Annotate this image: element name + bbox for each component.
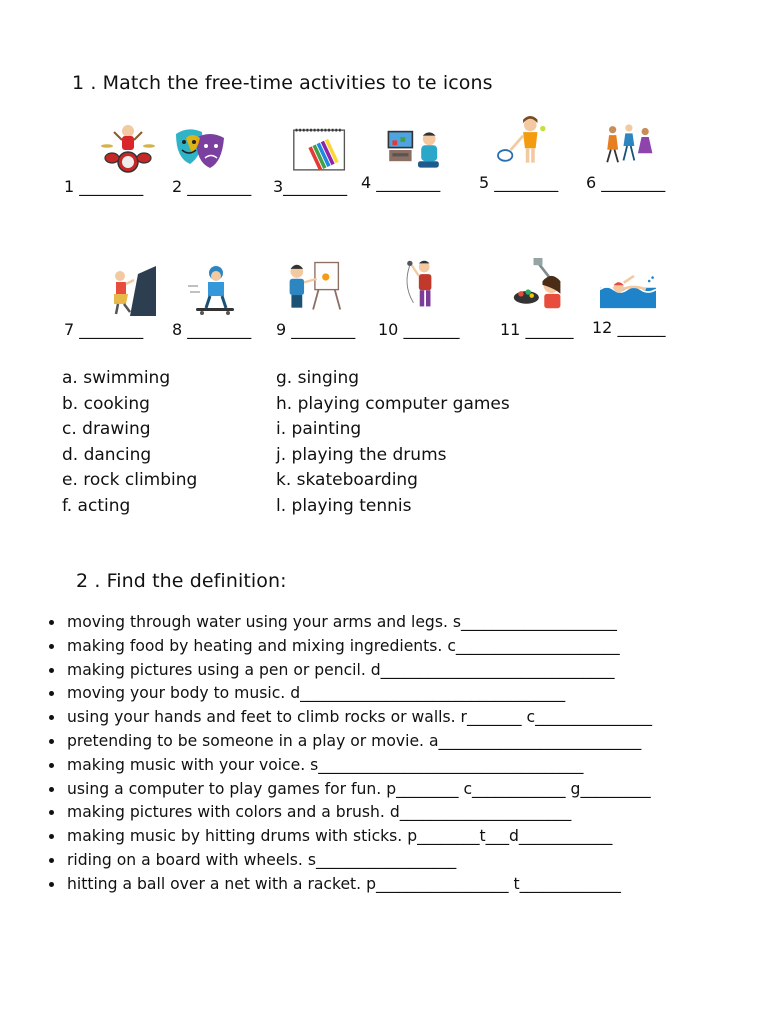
options-left <box>62 366 197 520</box>
bullet-icon <box>49 620 54 625</box>
match-blank-12[interactable]: 12 ______ <box>592 318 666 337</box>
list-item <box>49 706 759 730</box>
option-f: f. acting <box>62 495 131 516</box>
list-item <box>49 682 759 706</box>
option-e: e. rock climbing <box>62 470 198 491</box>
drums-icon <box>100 122 156 174</box>
match-blank-4[interactable]: 4 ________ <box>361 173 441 192</box>
match-blank-11[interactable]: 11 ______ <box>500 320 574 339</box>
option-j: j. playing the drums <box>276 444 447 465</box>
list-item <box>49 635 759 659</box>
rock-climber-icon <box>100 264 156 316</box>
bullet-icon <box>49 644 54 649</box>
definition-text[interactable]: making food by heating and mixing ingredients. c_____________________ <box>67 636 620 655</box>
list-item <box>49 754 759 778</box>
list-item <box>49 873 759 897</box>
definition-text[interactable]: riding on a board with wheels. s__________________ <box>67 850 457 869</box>
singer-icon <box>398 258 454 310</box>
dancers-icon <box>600 120 656 172</box>
definition-text[interactable]: making pictures using a pen or pencil. d______________________________ <box>67 660 615 679</box>
bullet-icon <box>49 763 54 768</box>
match-blank-8[interactable]: 8 ________ <box>172 320 252 339</box>
match-blank-9[interactable]: 9 ________ <box>276 320 356 339</box>
options-right <box>276 366 510 520</box>
definition-text[interactable]: using a computer to play games for fun. p________ c____________ g_________ <box>67 779 651 798</box>
option-h: h. playing computer games <box>276 393 510 414</box>
definition-text[interactable]: moving your body to music. d__________________________________ <box>67 684 566 703</box>
list-item <box>49 730 759 754</box>
bullet-icon <box>49 668 54 673</box>
definition-text[interactable]: moving through water using your arms and legs. s____________________ <box>67 613 617 631</box>
option-b: b. cooking <box>62 393 150 414</box>
skateboarder-icon <box>186 264 242 316</box>
match-blank-7[interactable]: 7 ________ <box>64 320 144 339</box>
definition-text[interactable]: making music with your voice. s__________________________________ <box>67 755 584 774</box>
bullet-icon <box>49 691 54 696</box>
bullet-icon <box>49 739 54 744</box>
match-blank-3[interactable]: 3________ <box>273 177 348 196</box>
bullet-icon <box>49 787 54 792</box>
match-blank-10[interactable]: 10 _______ <box>378 320 460 339</box>
definition-text[interactable]: pretending to be someone in a play or movie. a__________________________ <box>67 731 642 750</box>
tennis-girl-icon <box>496 116 552 168</box>
definition-text[interactable]: making music by hitting drums with sticks. p________t___d____________ <box>67 827 613 846</box>
option-d: d. dancing <box>62 444 152 465</box>
painter-icon <box>286 260 342 312</box>
computer-games-icon <box>386 124 442 176</box>
list-item <box>49 801 759 825</box>
definition-text[interactable]: using your hands and feet to climb rocks or walls. r_______ c_______________ <box>67 708 653 727</box>
bullet-icon <box>49 810 54 815</box>
section1-title: 1 . Match the free-time activities to te icons <box>72 72 493 94</box>
colored-pencils-icon <box>292 124 348 176</box>
swimmer-icon <box>600 266 656 318</box>
match-blank-1[interactable]: 1 ________ <box>64 177 144 196</box>
list-item <box>49 825 759 849</box>
list-item <box>49 849 759 873</box>
option-k: k. skateboarding <box>276 470 418 491</box>
bullet-icon <box>49 715 54 720</box>
definition-text[interactable]: hitting a ball over a net with a racket. p_________________ t_____________ <box>67 874 621 893</box>
definition-list <box>49 611 759 897</box>
bullet-icon <box>49 834 54 839</box>
option-g: g. singing <box>276 368 360 388</box>
list-item <box>49 611 759 635</box>
section2-title: 2 . Find the definition: <box>76 570 287 592</box>
option-a: a. swimming <box>62 368 171 388</box>
bullet-icon <box>49 858 54 863</box>
list-item <box>49 778 759 802</box>
bullet-icon <box>49 882 54 887</box>
match-blank-5[interactable]: 5 ________ <box>479 173 559 192</box>
option-i: i. painting <box>276 419 362 440</box>
theater-masks-icon <box>172 124 228 176</box>
cooking-icon <box>510 258 566 310</box>
option-c: c. drawing <box>62 419 151 440</box>
match-blank-2[interactable]: 2 ________ <box>172 177 252 196</box>
match-blank-6[interactable]: 6 ________ <box>586 173 666 192</box>
definition-text[interactable]: making pictures with colors and a brush. d______________________ <box>67 803 572 822</box>
list-item <box>49 659 759 683</box>
option-l: l. playing tennis <box>276 495 412 516</box>
